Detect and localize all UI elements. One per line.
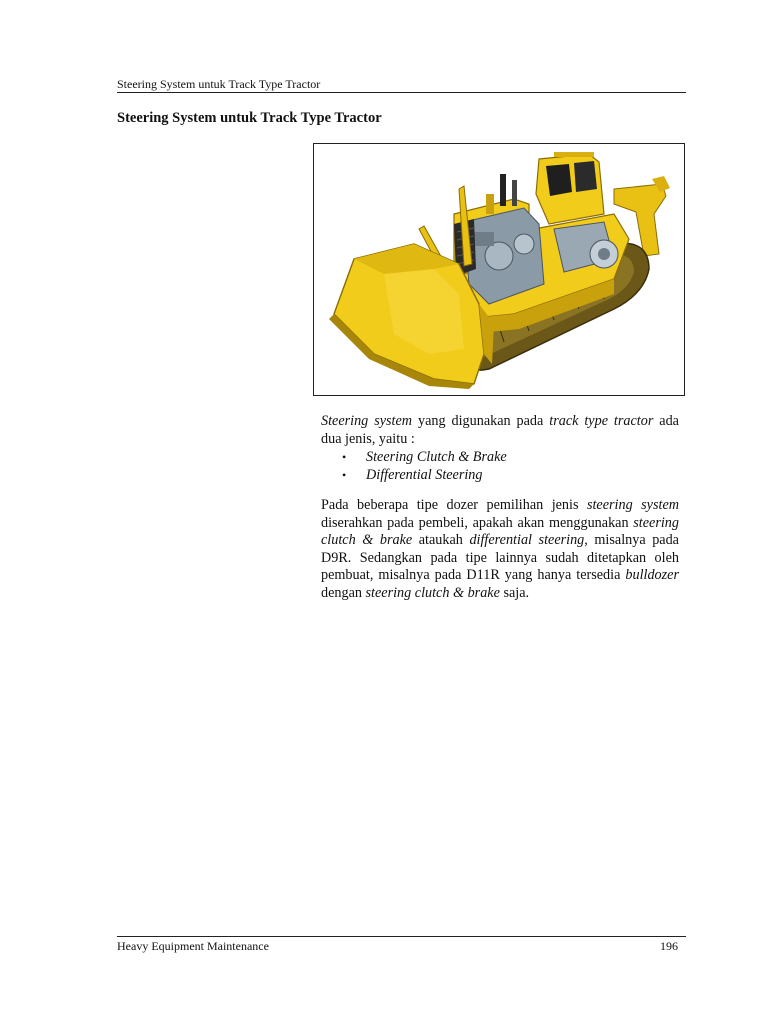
bullet-icon: •: [342, 468, 347, 482]
footer-title: Heavy Equipment Maintenance: [117, 939, 269, 953]
steering-types-list: [321, 448, 679, 484]
bullet-icon: •: [342, 450, 347, 464]
list-item-text: Differential Steering: [366, 467, 483, 483]
text-span: yang digunakan pada: [412, 413, 550, 429]
term-steering-clutch-brake: steering clutch & brake: [321, 514, 679, 548]
text-span: Pada beberapa tipe dozer pemilihan jenis: [321, 497, 587, 513]
text-span: ada dua jenis, yaitu :: [321, 413, 679, 447]
list-item: [321, 448, 679, 466]
term-bulldozer: bulldozer: [625, 567, 679, 583]
detail-text: [321, 497, 679, 602]
term-steering-system: steering system: [586, 497, 679, 513]
term-track-type-tractor: track type tractor: [549, 413, 654, 429]
section-title: Steering System untuk Track Type Tractor: [117, 110, 382, 126]
term-differential-steering: differential steering: [469, 532, 585, 548]
list-item: [321, 466, 679, 484]
term-steering-system: Steering system: [321, 413, 413, 429]
intro-text: [321, 413, 679, 448]
running-header: [117, 77, 686, 93]
term-steering-clutch-brake: steering clutch & brake: [365, 584, 500, 601]
text-span: dengan: [321, 584, 366, 601]
running-header-title: Steering System untuk Track Type Tractor: [117, 77, 321, 91]
bulldozer-illustration: [314, 144, 684, 395]
text-span: saja.: [499, 584, 530, 601]
page-footer: [117, 936, 686, 953]
figure-frame: [313, 143, 685, 396]
detail-paragraph: [321, 497, 679, 602]
text-span: , misalnya pada D9R. Sedangkan pada tipe lainnya sudah ditetapkan oleh pembuat, misalnya pada D11R yang hanya tersedia: [321, 532, 679, 583]
text-span: diserahkan pada pembeli, apakah akan menggunakan: [321, 514, 634, 531]
text-span: ataukah: [412, 532, 470, 548]
intro-paragraph: [321, 413, 679, 484]
page-number: 196: [660, 939, 678, 953]
list-item-text: Steering Clutch & Brake: [366, 449, 507, 465]
